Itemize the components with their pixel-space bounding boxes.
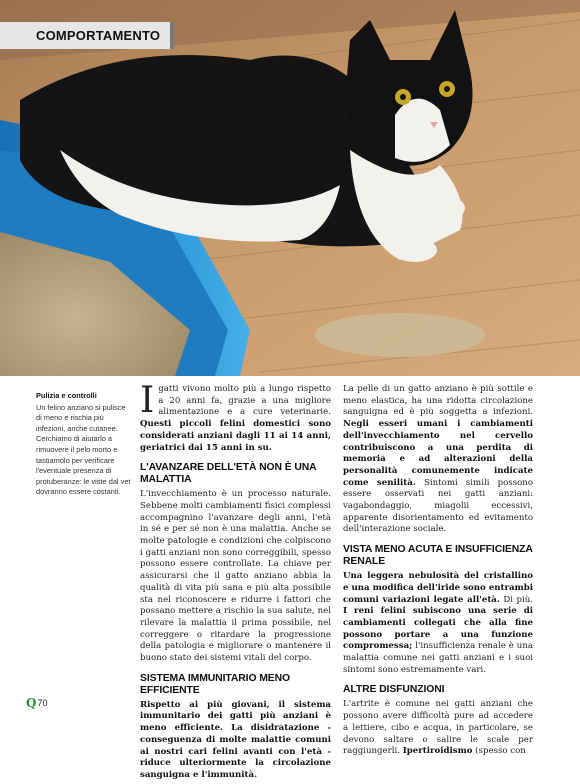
article-column-1 [140, 380, 331, 784]
photo-caption-sidebar [36, 391, 132, 498]
vista-bold-text: Una leggera nebulosità del cristallino e una modifica dell'iride sono entrambi comuni variazioni legate all'età. [343, 571, 533, 605]
photo-illustration [0, 0, 580, 376]
caption-body: Un felino anziano si pulisce di meno e rischia più infezioni, anche cutanee. Cerchiamo di aiutarlo a rimuovere il pelo morto e tastiamolo per verificare l'eventuale presenza di protuberanze: le viste dal vet dovranno essere costanti. [36, 402, 131, 497]
intro-paragraph [140, 380, 331, 454]
article-column-2 [343, 384, 533, 760]
cat-litter-photo [0, 0, 580, 376]
reni-bold-text: I reni felini subiscono una serie di cambiamenti collegati che alla fine possono portare a una funzione compromessa; [343, 606, 533, 652]
vista-text: Di più. [499, 594, 533, 605]
heading-vista-reni: VISTA MENO ACUTA E INSUFFICIENZA RENALE [343, 544, 533, 568]
immunitario-bold-text: Rispetto ai più giovani, il sistema immunitario dei gatti più anziani è meno efficiente. La disidratazione - conseguenza di molte malattie comuni ai nostri cari felini avanti con l'età - riduce ulteriormente la circolazione sanguigna e l'immunità. [140, 699, 331, 780]
paragraph-altre-disfunzioni [343, 699, 533, 758]
heading-eta: L'AVANZARE DELL'ETÀ NON È UNA MALATTIA [140, 462, 317, 486]
artrite-text: L'artrite è comune nei gatti anziani che possono avere difficoltà pure ad accedere a lettiere, cibo e acqua, in particolare, se devono saltare o salire le scale per raggiungerli. [343, 699, 533, 757]
caption-title: Pulizia e controlli [36, 391, 97, 400]
section-tag [0, 22, 174, 49]
reni-text: l'insufficienza renale è una malattia comune nei gatti anziani e i suoi sintomi sono estremamente vari. [343, 641, 533, 675]
immunitario-text: La pelle di un gatto anziano è più sottile e meno elastica, ha una ridotta circolazione sanguigna ed è più soggetta a infezioni. [343, 384, 533, 418]
intro-bold-text: Questi piccoli felini domestici sono considerati anziani dagli 11 ai 14 anni, geriatrici dai 15 anni in su. [140, 419, 331, 453]
paragraph-immunitario-start [140, 700, 331, 782]
intro-text: gatti vivono molto più a lungo rispetto a 20 anni fa, grazie a una migliore alimentazione e a cure veterinarie. [158, 384, 331, 418]
paragraph-vista-reni [343, 571, 533, 676]
magazine-logo: Q [26, 696, 37, 710]
ipertiroidismo-text: (spesso con [472, 746, 526, 757]
page-number: 70 [37, 698, 48, 708]
section-label: COMPORTAMENTO [36, 28, 161, 43]
page-folio [26, 696, 47, 710]
heading-immunitario: SISTEMA IMMUNITARIO MENO EFFICIENTE [140, 672, 290, 696]
senilita-bold-text: Negli esseri umani i cambiamenti dell'invecchiamento nel cervello contribuiscono a una perdita di memoria e ad alterazioni della personalità comunemente indicate come senilità. [343, 419, 533, 488]
ipertiroidismo-bold-text: Ipertiroidismo [402, 746, 473, 757]
drop-cap: I [140, 380, 155, 421]
heading-altre-disfunzioni: ALTRE DISFUNZIONI [343, 684, 445, 696]
paragraph-eta: L'invecchiamento è un processo naturale. Sebbene molti cambiamenti fisici complessi accompagnino l'avanzare degli anni, l'età in sé e per sé non è una malattia. Anche se molte patologie e condizioni che colpiscono i gatti anziani non sono correggibili, spesso possono essere controllate. La chiave per assicurarsi che il gatto anziano abbia la qualità di vita più sana e più alta possibile sta nel riconoscere e ridurre i fattori che possano mettere a rischio la sua salute, nel rilevare la malattia il prima possibile, nel correggere o ritardare la progressione della patologia e migliorare o mantenere il buono stato dei sistemi vitali del corpo. [140, 489, 331, 664]
paragraph-immunitario-cont [343, 384, 533, 536]
senilita-text: Sintomi simili possono essere osservati nei gatti anziani: vagabondaggio, miagolii eccessivi, apparente disorientamento ed evitamento dell'interazione sociale. [343, 477, 533, 535]
